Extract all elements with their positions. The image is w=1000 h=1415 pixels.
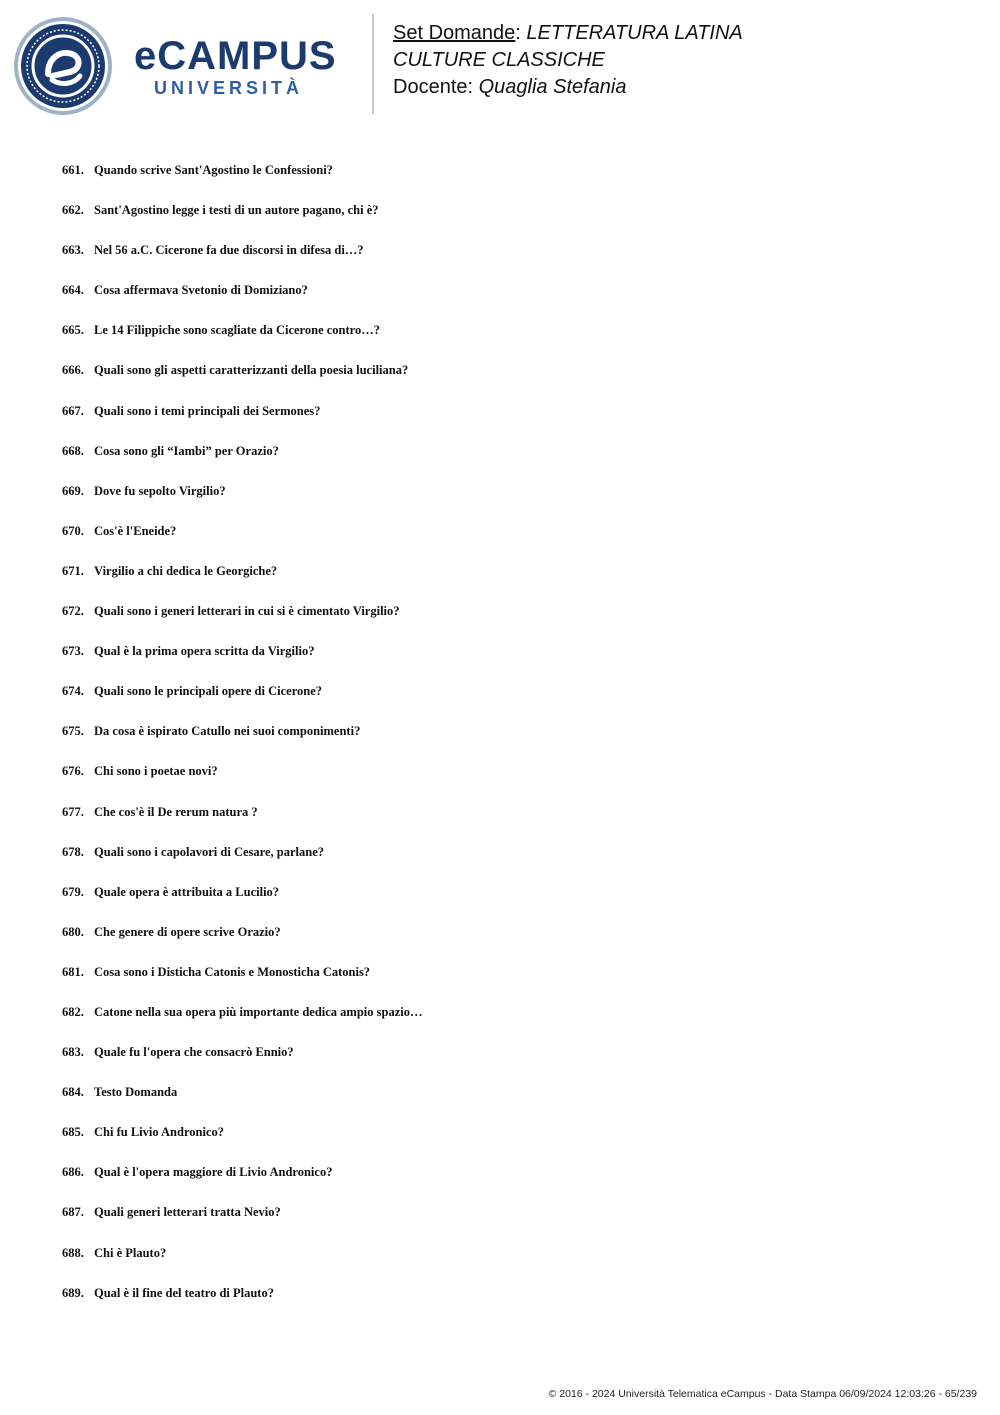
- question-text: Qual è il fine del teatro di Plauto?: [94, 1285, 274, 1300]
- question-text: Cosa affermava Svetonio di Domiziano?: [94, 283, 308, 298]
- question-item: [62, 363, 423, 403]
- question-item: [62, 1246, 423, 1286]
- question-number: 679.: [62, 884, 84, 899]
- course-title-line-1: LETTERATURA LATINA: [526, 22, 743, 44]
- question-number: 669.: [62, 483, 84, 498]
- question-item: [62, 845, 423, 885]
- course-title-line-2: CULTURE CLASSICHE: [393, 49, 605, 71]
- question-item: [62, 1045, 423, 1085]
- question-text: Quali sono i temi principali dei Sermones?: [94, 403, 321, 418]
- question-number: 664.: [62, 283, 84, 298]
- question-item: [62, 1205, 423, 1245]
- question-text: Testo Domanda: [94, 1085, 178, 1100]
- question-number: 682.: [62, 1004, 84, 1019]
- question-text: Le 14 Filippiche sono scagliate da Cicerone contro…?: [94, 323, 380, 338]
- question-number: 680.: [62, 924, 84, 939]
- question-number: 672.: [62, 604, 84, 619]
- question-text: Quale fu l'opera che consacrò Ennio?: [94, 1045, 294, 1060]
- question-item: [62, 885, 423, 925]
- question-item: [62, 925, 423, 965]
- set-separator: :: [515, 22, 527, 44]
- question-item: [62, 805, 423, 845]
- question-item: [62, 323, 423, 363]
- question-text: Cosa sono i Disticha Catonis e Monosticha Catonis?: [94, 964, 371, 979]
- question-text: Cos'è l'Eneide?: [94, 523, 177, 538]
- question-number: 673.: [62, 644, 84, 659]
- question-number: 688.: [62, 1245, 84, 1260]
- teacher-name: Quaglia Stefania: [478, 76, 627, 98]
- question-text: Catone nella sua opera più importante dedica ampio spazio…: [94, 1004, 423, 1019]
- question-number: 684.: [62, 1085, 84, 1100]
- question-item: [62, 604, 423, 644]
- question-number: 663.: [62, 243, 84, 258]
- question-text: Quali sono gli aspetti caratterizzanti della poesia luciliana?: [94, 363, 409, 378]
- question-item: [62, 965, 423, 1005]
- question-item: [62, 1005, 423, 1045]
- question-text: Chi è Plauto?: [94, 1245, 167, 1260]
- question-number: 667.: [62, 403, 84, 418]
- question-number: 668.: [62, 443, 84, 458]
- question-item: [62, 524, 423, 564]
- question-number: 683.: [62, 1045, 84, 1060]
- header-line-3: [393, 74, 743, 101]
- question-number: 670.: [62, 523, 84, 538]
- question-text: Qual è l'opera maggiore di Livio Andronico?: [94, 1165, 333, 1180]
- question-text: Quali generi letterari tratta Nevio?: [94, 1205, 281, 1220]
- question-number: 686.: [62, 1165, 84, 1180]
- ecampus-seal-icon: [12, 14, 132, 118]
- question-number: 674.: [62, 684, 84, 699]
- question-number: 685.: [62, 1125, 84, 1140]
- document-header: [393, 20, 743, 101]
- question-item: [62, 644, 423, 684]
- teacher-label: Docente:: [393, 76, 479, 98]
- question-number: 689.: [62, 1285, 84, 1300]
- question-item: [62, 1085, 423, 1125]
- question-text: Che cos'è il De rerum natura ?: [94, 804, 258, 819]
- question-item: [62, 564, 423, 604]
- question-item: [62, 1125, 423, 1165]
- question-item: [62, 163, 423, 203]
- question-item: [62, 684, 423, 724]
- question-text: Da cosa è ispirato Catullo nei suoi componimenti?: [94, 724, 361, 739]
- header-line-2: [393, 47, 743, 74]
- question-item: [62, 1286, 423, 1326]
- brand-name: eCAMPUS: [134, 34, 337, 78]
- question-text: Cosa sono gli “Iambi” per Orazio?: [94, 443, 279, 458]
- header-divider: [372, 14, 374, 114]
- question-text: Sant'Agostino legge i testi di un autore pagano, chi è?: [94, 203, 379, 218]
- question-text: Quando scrive Sant'Agostino le Confessioni?: [94, 163, 333, 177]
- question-item: [62, 724, 423, 764]
- question-item: [62, 484, 423, 524]
- question-number: 677.: [62, 804, 84, 819]
- question-text: Quali sono i generi letterari in cui si è cimentato Virgilio?: [94, 604, 400, 619]
- question-number: 681.: [62, 964, 84, 979]
- question-number: 687.: [62, 1205, 84, 1220]
- question-list: [62, 163, 423, 1326]
- question-text: Chi sono i poetae novi?: [94, 764, 218, 779]
- question-item: [62, 444, 423, 484]
- question-item: [62, 203, 423, 243]
- question-text: Quale opera è attribuita a Lucilio?: [94, 884, 280, 899]
- brand-subtitle: UNIVERSITÀ: [154, 78, 304, 98]
- question-text: Quali sono i capolavori di Cesare, parlane?: [94, 844, 324, 859]
- question-text: Qual è la prima opera scritta da Virgilio?: [94, 644, 315, 659]
- set-label: Set Domande: [393, 22, 516, 44]
- question-text: Chi fu Livio Andronico?: [94, 1125, 225, 1140]
- brand-wordmark: [134, 36, 337, 99]
- question-text: Nel 56 a.C. Cicerone fa due discorsi in difesa di…?: [94, 243, 364, 258]
- question-item: [62, 243, 423, 283]
- question-number: 671.: [62, 563, 84, 578]
- question-item: [62, 764, 423, 804]
- question-number: 676.: [62, 764, 84, 779]
- question-number: 678.: [62, 844, 84, 859]
- question-item: [62, 283, 423, 323]
- question-number: 662.: [62, 203, 84, 218]
- question-text: Virgilio a chi dedica le Georgiche?: [94, 563, 278, 578]
- question-text: Quali sono le principali opere di Cicerone?: [94, 684, 323, 699]
- question-number: 661.: [62, 163, 84, 177]
- question-number: 665.: [62, 323, 84, 338]
- question-item: [62, 404, 423, 444]
- question-text: Che genere di opere scrive Orazio?: [94, 924, 281, 939]
- question-item: [62, 1165, 423, 1205]
- header-line-1: [393, 20, 743, 47]
- question-number: 666.: [62, 363, 84, 378]
- page-footer: © 2016 - 2024 Università Telematica eCampus - Data Stampa 06/09/2024 12:03:26 - 65/239: [548, 1388, 977, 1400]
- question-text: Dove fu sepolto Virgilio?: [94, 483, 226, 498]
- question-number: 675.: [62, 724, 84, 739]
